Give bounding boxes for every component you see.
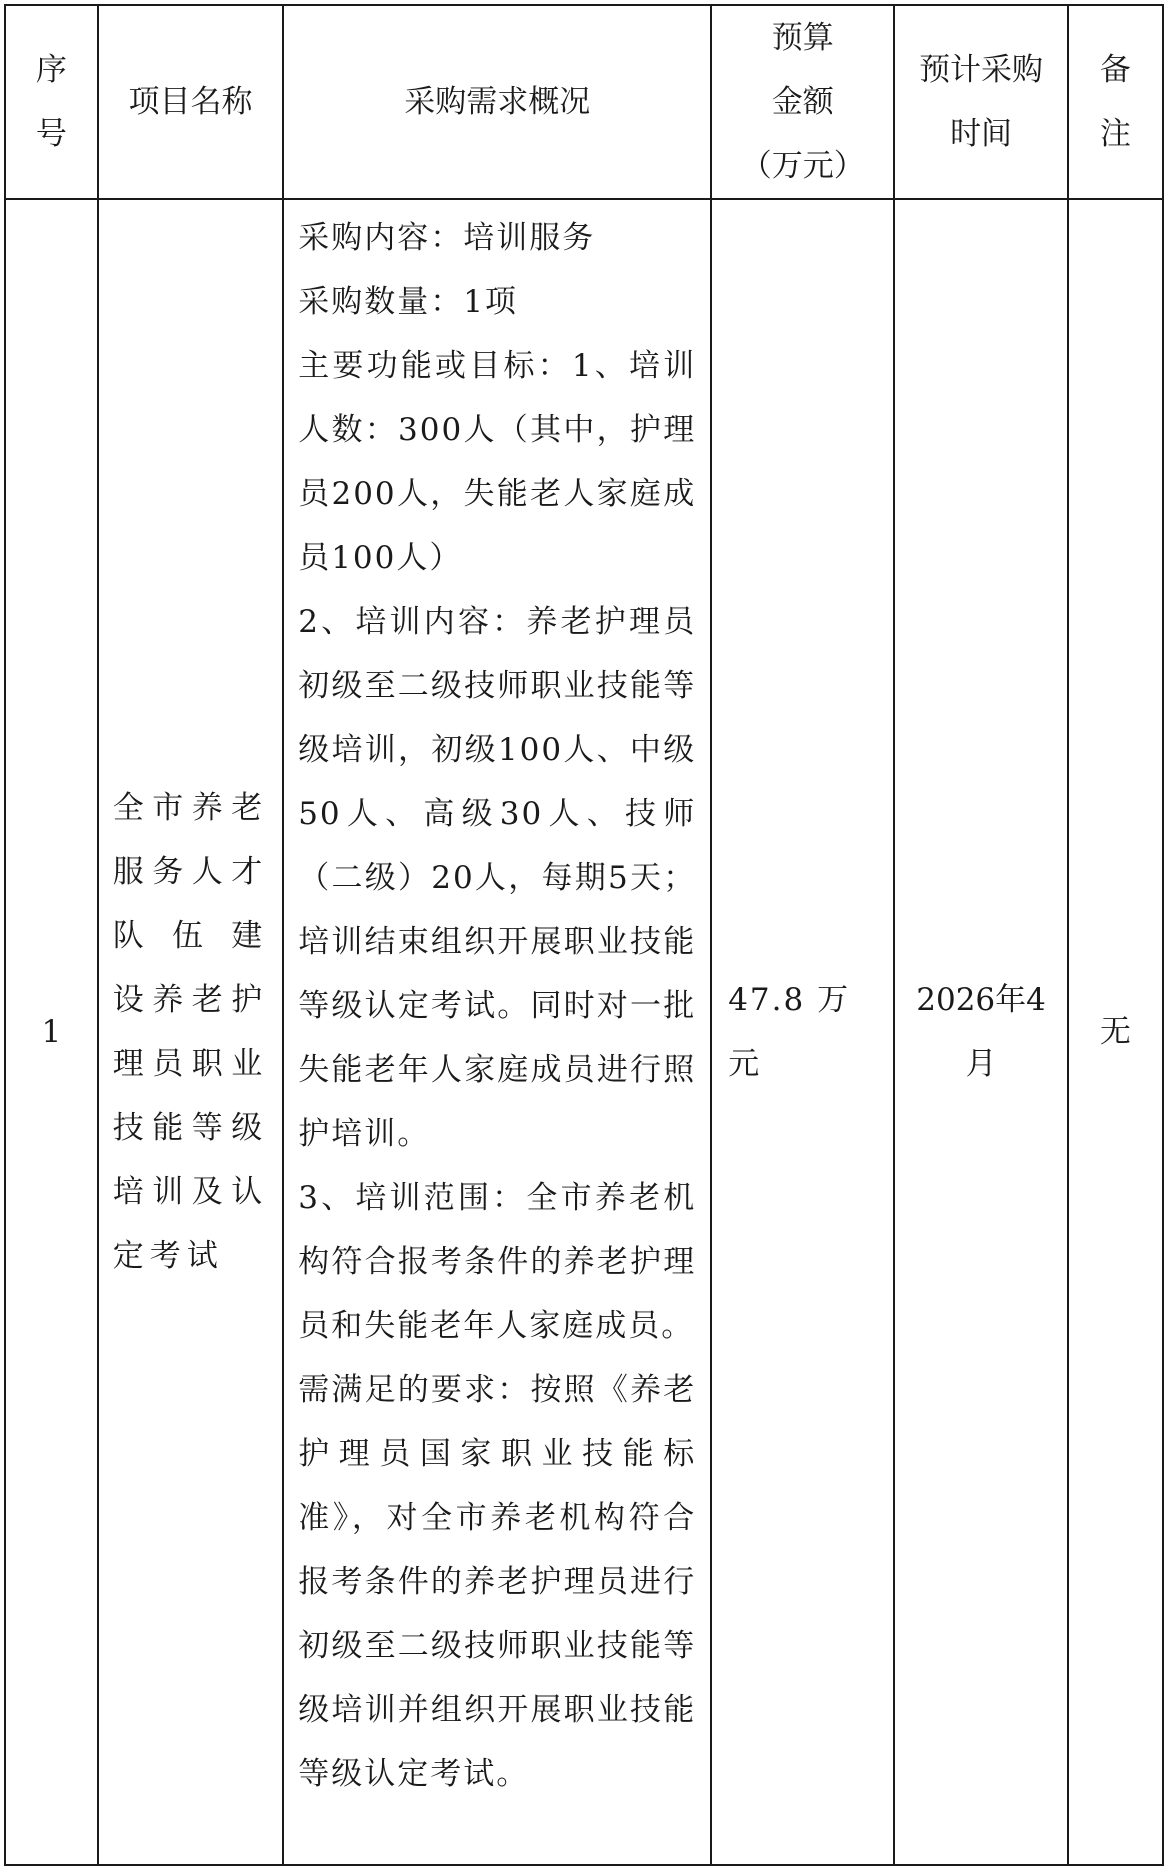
header-requirements-text: 采购需求概况 xyxy=(404,84,591,120)
header-index xyxy=(5,5,98,199)
requirement-standards: 需满足的要求：按照《养老护理员国家职业技能标准》，对全市养老机构符合报考条件的养老护理员进行初级至二级技师职业技能等级培训并组织开展职业技能等级认定考试。 xyxy=(298,1372,697,1792)
header-project-name xyxy=(98,5,283,199)
header-budget-line-1: 预算 xyxy=(771,20,834,56)
header-remarks xyxy=(1068,5,1163,199)
header-requirements xyxy=(283,5,711,199)
header-budget xyxy=(711,5,894,199)
cell-requirements xyxy=(283,199,711,1865)
requirement-content: 采购内容：培训服务 xyxy=(298,220,596,256)
table-row xyxy=(5,199,1163,1865)
header-time-line-1: 预计采购 xyxy=(919,52,1044,88)
table-header-row xyxy=(5,5,1163,199)
requirement-training-content: 2、培训内容：养老护理员初级至二级技师职业技能等级培训，初级100人、中级50人、高级30人、技师（二级）20人，每期5天；培训结束组织开展职业技能等级认定考试。同时对一批失能老年人家庭成员进行照护培训。 xyxy=(298,604,697,1152)
requirement-quantity: 采购数量：1项 xyxy=(298,284,518,320)
cell-project-name: 全市养老服务人才队伍建 设养老护理员职业技能等级培训及认定考试 xyxy=(98,199,283,1865)
header-index-line-2: 号 xyxy=(35,116,67,152)
header-budget-line-3: （万元） xyxy=(740,148,865,184)
cell-remarks: 无 xyxy=(1068,199,1163,1865)
procurement-plan-table xyxy=(4,4,1164,1866)
header-time xyxy=(894,5,1068,199)
requirement-goal-trainees: 主要功能或目标：1、培训人数：300人（其中，护理员200人，失能老人家庭成员100人） xyxy=(298,348,697,576)
requirement-training-scope: 3、培训范围：全市养老机构符合报考条件的养老护理员和失能老年人家庭成员。 xyxy=(298,1180,697,1344)
header-time-line-2: 时间 xyxy=(950,116,1013,152)
header-project-name-text: 项目名称 xyxy=(128,84,253,120)
cell-index: 1 xyxy=(5,199,98,1865)
header-budget-line-2: 金额 xyxy=(771,84,834,120)
cell-budget: 47.8 万元 xyxy=(711,199,894,1865)
header-remarks-line-1: 备 xyxy=(1099,52,1131,88)
cell-procurement-time: 2026年4月 xyxy=(894,199,1068,1865)
header-remarks-line-2: 注 xyxy=(1099,116,1131,152)
header-index-line-1: 序 xyxy=(35,52,67,88)
